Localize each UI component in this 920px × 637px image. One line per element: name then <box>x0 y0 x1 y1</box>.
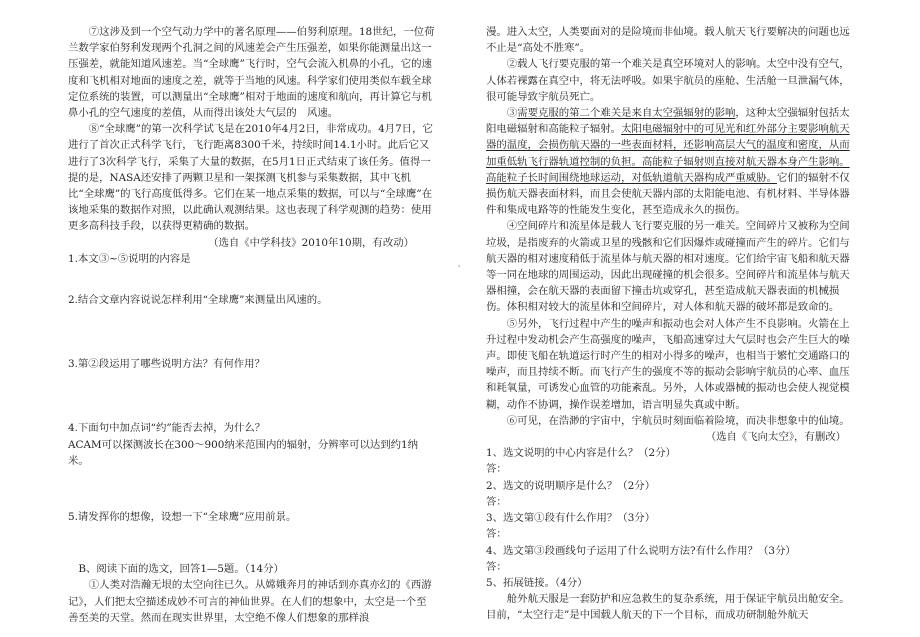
passage-b-paragraph-1-continued: 漫。进入太空，人类要面对的是险境而非仙境。载人航天飞行要解决的问题也远不止是“高处不胜寒”。 <box>486 26 850 55</box>
source-citation: （选自《中学科技》2010年10期，有改动） <box>208 236 414 249</box>
passage-b-paragraph-3 <box>486 105 856 218</box>
underlined-sentence-1: 需要克服的第二个难关是来自太空强辐射的影响 <box>517 107 736 120</box>
stray-mark: ' <box>458 264 461 273</box>
passage-b-paragraph-4: ④空间碎片和流星体是载人飞行要克服的另一难关。空间碎片又被称为空间垃圾，是指废弃的火箭或卫星的残骸和它们因爆炸或碰撞而产生的碎片。它们与航天器的相对速度稍低于流星体与航天器的相对速度。它们给宇宙飞船和航天器等一同在地球的周围运动，因此出现碰撞的机会很多。空间碎片和流星体与航天器相撞，会在航天器的表面留下撞击坑或穿孔，甚至造成航天器表面的机械损伤。体积相对较大的流星体和空间碎片，对人体和航天器的破坏都是致命的。 <box>486 220 850 314</box>
answer-line-3: 答： <box>486 528 507 541</box>
paragraph-8: ⑧“全球鹰”的第一次科学试飞是在2010年4月2日，非常成功。4月7日，它进行了首次正式科学飞行，飞行距离8300千米，持续时间14.1小时。此后它又进行了3次科学飞行，采集了大量的数据，在5月1日正式结束了该任务。值得一提的是，NASA还安排了两颗卫星和一架探测飞机参与采集数据，其中飞机比“全球鹰”的飞行高度低得多。它们在某一地点采集的数据，可以与“全球鹰”在该地采集的数据作对照，以此确认观测结果。这也表现了科学观测的趋势：使用更多高科技手段，以获得更精确的数据。 <box>68 123 433 233</box>
question-b-3: 3、选文第①段有什么作用？（3分） <box>486 512 656 525</box>
question-4: 4.下面句中加点词“约”能否去掉，为什么？ <box>68 422 266 435</box>
left-column <box>68 24 436 626</box>
passage-b-paragraph-6: ⑥可见，在浩渺的宇宙中，宇航员时刻面临着险境，而决非想象中的仙境。 <box>506 414 850 427</box>
question-b-4: 4、选文第③段画线句子运用了什么说明方法?有什么作用？（3分） <box>486 544 796 557</box>
question-b-5: 5、拓展链接。（4分） <box>486 576 588 589</box>
right-column <box>486 24 856 624</box>
answer-line-2: 答： <box>486 495 507 508</box>
underlined-sentence-2: 太阳电磁辐射中的可见光和红外部分主要影响航天器的温度，会损伤航天器的一些表面材料，还影响高层大气的温度和密度，从而加重低轨飞行器轨道控制的负担。高能粒子辐射则直接对航天器本身产生影响。高能粒子长时间围绕地球运动，对低轨道航天器构成严重威胁。 <box>486 123 850 184</box>
question-2: 2.结合文章内容说说怎样利用“全球鹰”来测量出风速的。 <box>68 294 328 307</box>
question-3: 3.第②段运用了哪些说明方法？有何作用？ <box>68 358 265 371</box>
question-b-2: 2、选文的说明顺序是什么？（2分） <box>486 479 656 492</box>
question-b-1: 1、选文说明的中心内容是什么？（2分） <box>486 447 676 460</box>
paragraph-3-number: ③ <box>506 107 518 120</box>
passage-b-paragraph-1: ①人类对浩瀚无垠的太空向往已久。从嫦娥奔月的神话到亦真亦幻的《西游记》，人们把太空描述成妙不可言的神仙世界。在人们的想象中，太空是一个至善至美的天堂。然而在现实世界里，太空绝不像人们想象的那样浪 <box>68 579 432 624</box>
answer-line-4: 答： <box>486 560 507 573</box>
passage-b-paragraph-5: ⑤另外，飞行过程中产生的噪声和振动也会对人体产生不良影响。火箭在上升过程中发动机会产生高强度的噪声，飞船高速穿过大气层时也会产生巨大的噪声。即使飞船在轨道运行时产生的相对小得多的噪声，也相当于繁忙交通路口的噪声，而且持续不断。而飞行产生的强度不等的振动会影响宇航员的心率、血压和耗氧量，可诱发心血管的功能紊乱。另外，人体或器械的振动也会使人视觉模糊，动作不协调，操作误差增加，语言明显失真或中断。 <box>486 317 850 411</box>
answer-line-1: 答： <box>486 463 507 476</box>
passage-b-paragraph-2: ②载人飞行要克服的第一个难关是真空环境对人的影响。太空中没有空气，人体若裸露在真空中，将无法呼吸。如果宇航员的座舱、生活舱一旦泄漏气体，很可能导致宇航员死亡。 <box>486 58 850 103</box>
question-5: 5.请发挥你的想像，设想一下“全球鹰”应用前景。 <box>68 511 297 524</box>
extension-text: 舱外航天服是一套防护和应急救生的复杂系统，用于保证宇航员出舱安全。目前，“太空行走”是中国载人航天的下一个目标，而成功研制舱外航天 <box>486 593 850 622</box>
paragraph-7: ⑦这涉及到一个空气动力学中的著名原理——伯努利原理。18世纪，一位荷兰数学家伯努利发现两个孔洞之间的风速差会产生压强差，如果你能测量出这一压强差，就能知道风速差。当“全球鹰”飞行时，空气会流入机鼻的小孔，它的速度和飞机相对地面的速度之差，就等于当地的风速。科学家们使用类似车载全球定位系统的装置，可以测量出“全球鹰”相对于地面的速度和航向，再计算它与机鼻小孔的空气速度的差值，从而得出该处大气层的 风速。 <box>68 26 435 120</box>
source-citation-b: （选自《飞向太空》，有删改） <box>705 431 846 444</box>
question-1: 1.本文③~⑤说明的内容是 <box>68 252 191 265</box>
paragraph-3-text-2: 它们的辐射不仅损伤航天器表面材料，而且会使航天器内部的太阳能电池、有机材料、半导体器件和集成电路等的性能发生变化，甚至造成永久的损伤。 <box>486 171 850 217</box>
section-b-heading: B、阅读下面的选文，回答1—5题。（14分） <box>78 563 284 576</box>
question-4-sentence: ACAM可以探测波长在300～900纳米范围内的辐射，分辨率可以达到约1纳米。 <box>68 438 419 467</box>
paragraph-3-text-1: ，这种太空强辐射包括太阳电磁辐射和高能粒子辐射。 <box>486 107 850 136</box>
